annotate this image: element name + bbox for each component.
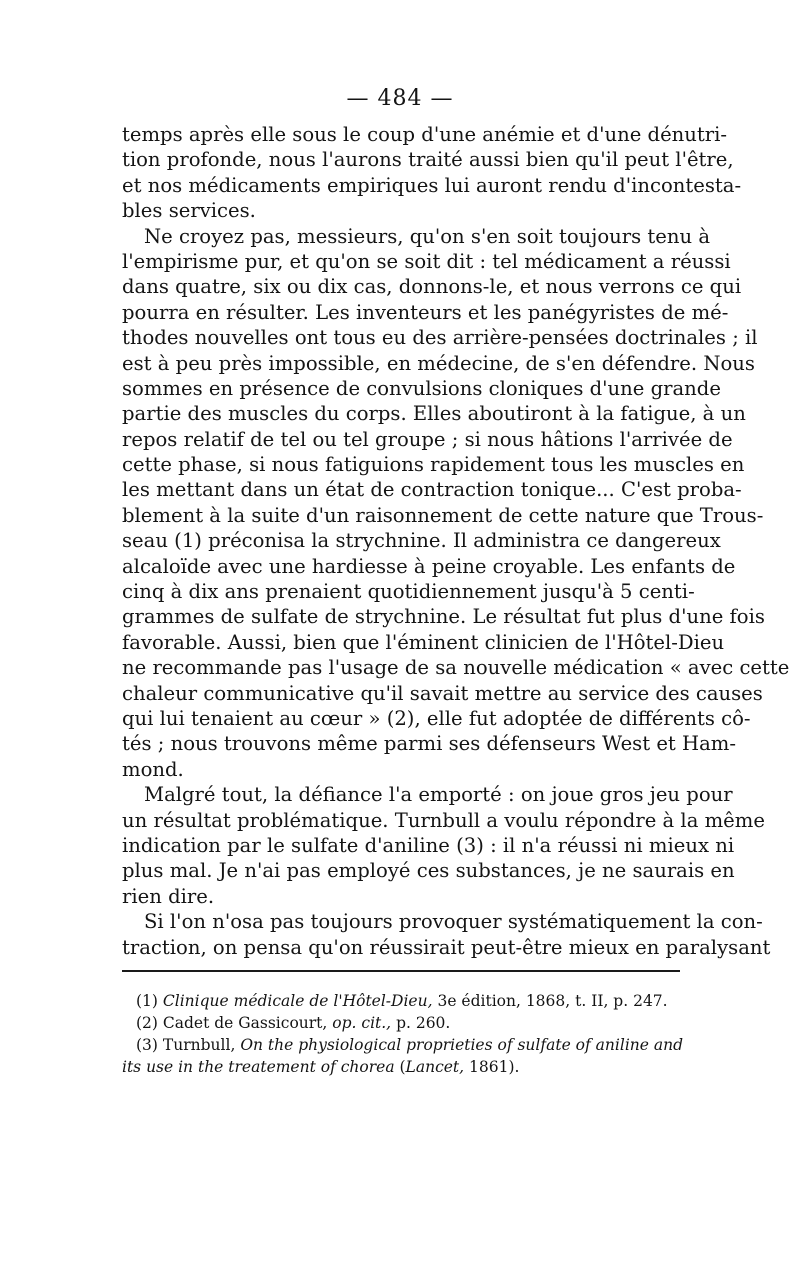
footnote-author: Cadet de Gassicourt,	[162, 1014, 328, 1032]
text-line: chaleur communicative qu'il savait mettre au service des causes	[122, 681, 763, 705]
footnote-reference: 3e édition, 1868, t. II, p. 247.	[437, 992, 668, 1010]
text-line: tés ; nous trouvons même parmi ses défenseurs West et Ham-	[122, 732, 736, 756]
text-line: dans quatre, six ou dix cas, donnons-le, et nous verrons ce qui	[122, 275, 742, 299]
text-line: sommes en présence de convulsions cloniques d'une grande	[122, 376, 721, 400]
footnote-3	[122, 1034, 684, 1056]
text-line: alcaloïde avec une hardiesse à peine croyable. Les enfants de	[122, 554, 736, 578]
text-line: temps après elle sous le coup d'une anémie et d'une dénutri-	[122, 123, 728, 146]
footnote-rule	[122, 970, 680, 972]
text-line: l'empirisme pur, et qu'on se soit dit : tel médicament a réussi	[122, 249, 731, 273]
text-line: et nos médicaments empiriques lui auront rendu d'incontesta-	[122, 173, 742, 197]
footnote-number: (2)	[136, 1014, 158, 1032]
text-line: seau (1) préconisa la strychnine. Il administra ce dangereux	[122, 529, 721, 553]
footnote-2	[122, 1012, 680, 1034]
text-line: bles services.	[122, 199, 256, 223]
footnotes	[122, 990, 684, 1078]
text-line: plus mal. Je n'ai pas employé ces substances, je ne saurais en	[122, 859, 735, 883]
text-line: grammes de sulfate de strychnine. Le résultat fut plus d'une fois	[122, 605, 765, 629]
page-number: — 484 —	[346, 86, 454, 111]
text-line: indication par le sulfate d'aniline (3) : il n'a réussi ni mieux ni	[122, 833, 735, 857]
footnote-title: Clinique médicale de l'Hôtel-Dieu,	[162, 992, 433, 1010]
paragraph-start-line: Si l'on n'osa pas toujours provoquer systématiquement la con-	[144, 910, 763, 934]
footnote-title-continued: its use in the treatement of chorea	[122, 1058, 395, 1076]
text-line: mond.	[122, 757, 184, 781]
footnote-reference: p. 260.	[396, 1014, 451, 1032]
text-line: favorable. Aussi, bien que l'éminent clinicien de l'Hôtel-Dieu	[122, 630, 725, 654]
text-line: est à peu près impossible, en médecine, de s'en défendre. Nous	[122, 351, 755, 375]
text-line: blement à la suite d'un raisonnement de cette nature que Trous-	[122, 503, 764, 527]
text-line: qui lui tenaient au cœur » (2), elle fut adoptée de différents cô-	[122, 706, 751, 730]
text-line: thodes nouvelles ont tous eu des arrière-pensées doctrinales ; il	[122, 326, 758, 350]
text-line: traction, on pensa qu'on réussirait peut-être mieux en paralysant	[122, 935, 771, 959]
body-text	[122, 122, 790, 960]
text-line: cette phase, si nous fatiguions rapidement tous les muscles en	[122, 453, 745, 477]
text-line: rien dire.	[122, 884, 215, 908]
footnote-title: On the physiological proprieties of sulfate of aniline and	[240, 1036, 684, 1054]
text-line: partie des muscles du corps. Elles aboutiront à la fatigue, à un	[122, 402, 746, 426]
footnote-year: 1861	[469, 1058, 509, 1076]
text-line: cinq à dix ans prenaient quotidiennement jusqu'à 5 centi-	[122, 580, 695, 604]
text-line: un résultat problématique. Turnbull a voulu répondre à la même	[122, 808, 765, 832]
paragraph-start-line: Ne croyez pas, messieurs, qu'on s'en soit toujours tenu à	[144, 224, 711, 248]
paragraph-start-line: Malgré tout, la défiance l'a emporté : on joue gros jeu pour	[144, 783, 733, 807]
text-line: pourra en résulter. Les inventeurs et les panégyristes de mé-	[122, 300, 729, 324]
footnote-1	[122, 990, 680, 1012]
footnote-number: (3)	[136, 1036, 158, 1054]
footnote-author: Turnbull,	[162, 1036, 236, 1054]
text-line: tion profonde, nous l'aurons traité aussi bien qu'il peut l'être,	[122, 148, 734, 172]
footnote-close: ).	[508, 1058, 520, 1076]
text-line: les mettant dans un état de contraction tonique... C'est proba-	[122, 478, 742, 502]
footnote-3-continued: its use in the treatement of chorea (Lancet, 1861).	[122, 1058, 520, 1076]
footnote-journal: Lancet,	[405, 1058, 465, 1076]
text-line: repos relatif de tel ou tel groupe ; si nous hâtions l'arrivée de	[122, 427, 733, 451]
text-line: ne recommande pas l'usage de sa nouvelle médication « avec cette	[122, 656, 790, 680]
footnote-number: (1)	[136, 992, 158, 1010]
footnote-op-cit: op. cit.,	[332, 1014, 392, 1032]
